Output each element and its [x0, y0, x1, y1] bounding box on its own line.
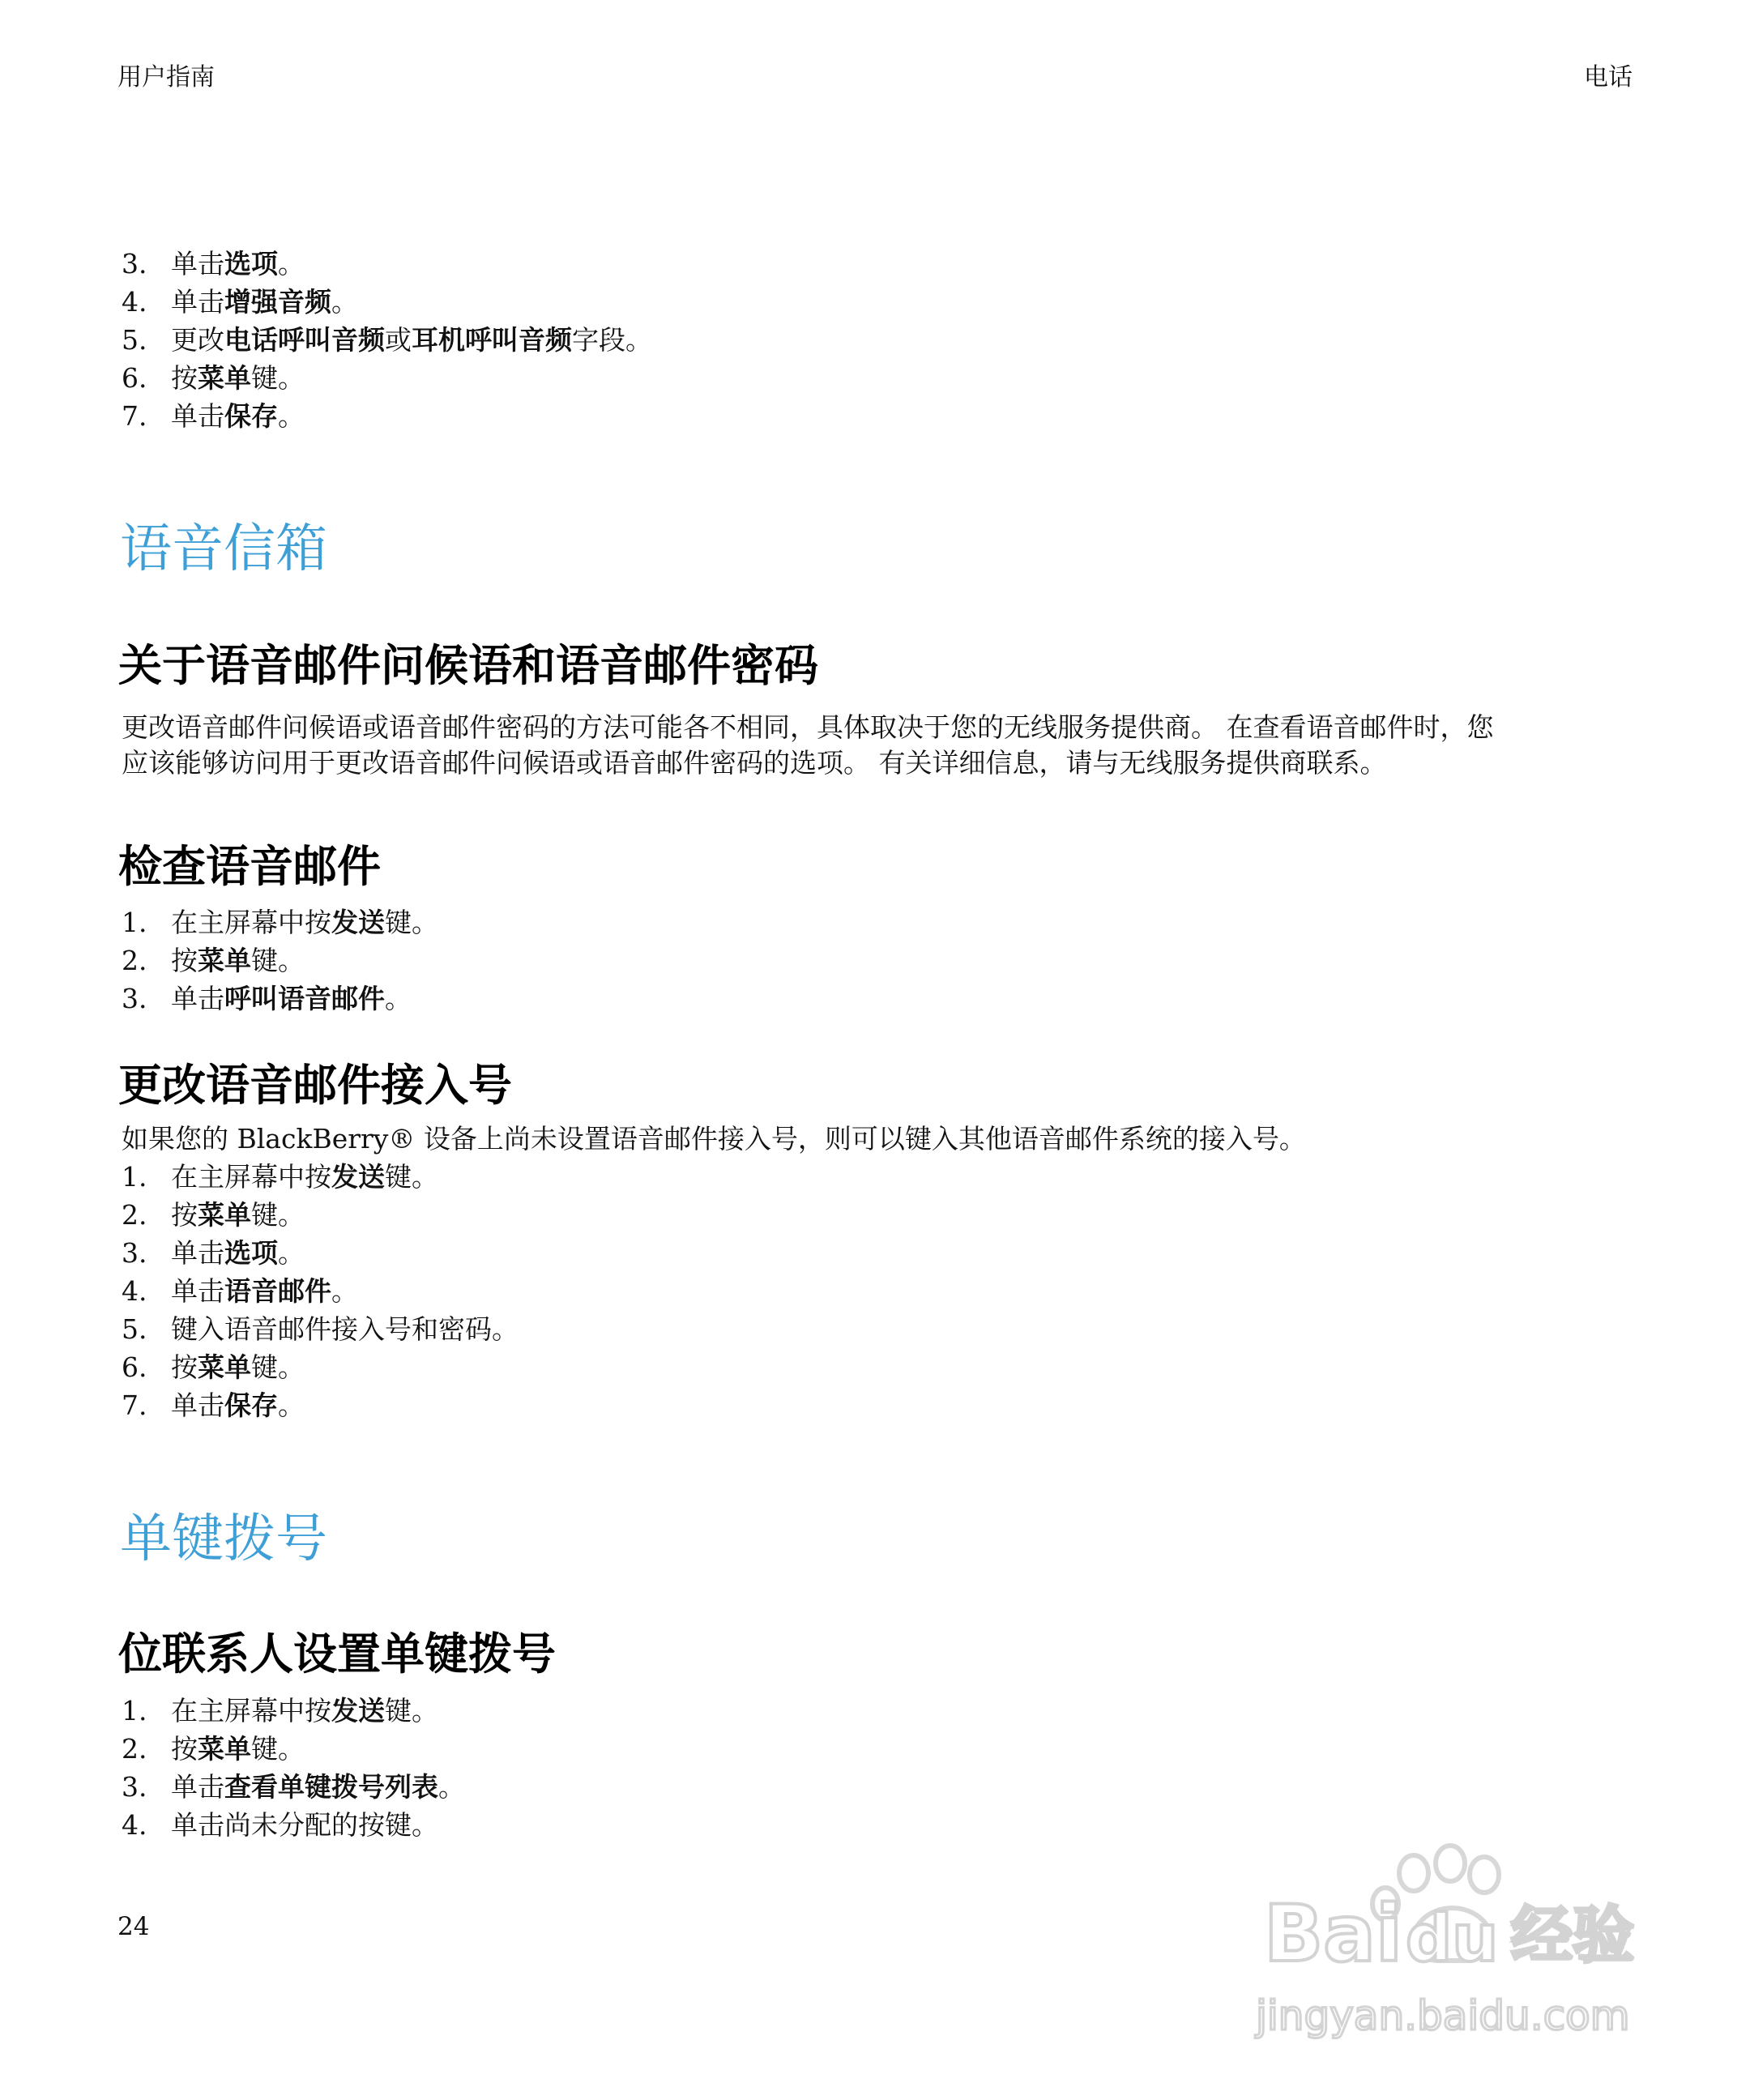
step-text — [171, 1158, 438, 1196]
step-text — [171, 1692, 438, 1730]
about-line-2: 应该能够访问用于更改语音邮件问候语或语音邮件密码的选项。 有关详细信息，请与无线服务提供商联系。 — [122, 747, 1387, 779]
step-number: 3. — [122, 1237, 147, 1269]
step-number: 1. — [122, 1161, 147, 1193]
setup-speed-dial-block — [122, 1692, 1633, 1844]
step-item — [122, 1196, 1633, 1234]
step-text-part: 单击 — [171, 286, 224, 318]
step-item — [122, 1692, 1633, 1730]
step-text-part: 按 — [171, 1199, 198, 1231]
step-text-part: 键。 — [251, 945, 305, 976]
check-voicemail-steps — [122, 903, 1633, 1018]
step-text — [171, 941, 305, 980]
page-header — [117, 57, 1633, 92]
step-text-part: 单击 — [171, 1275, 224, 1307]
step-number: 2. — [122, 1199, 147, 1231]
step-text — [171, 1806, 438, 1844]
step-text — [171, 1730, 305, 1768]
step-text-part: 单击 — [171, 400, 224, 432]
step-text — [171, 903, 438, 941]
step-text — [171, 283, 358, 321]
step-text — [171, 1348, 305, 1386]
change-voicemail-steps — [122, 1158, 1633, 1424]
step-item — [122, 359, 1633, 397]
ui-term: 保存 — [224, 400, 278, 432]
baidu-jingyan-watermark — [1248, 1839, 1669, 2050]
watermark-url-text: jingyan.baidu.com — [1256, 1992, 1630, 2039]
ui-term: 菜单 — [198, 1199, 251, 1231]
ui-term: 发送 — [331, 1161, 385, 1193]
step-text-part: 。 — [331, 286, 358, 318]
ui-term: 发送 — [331, 907, 385, 938]
step-text-part: 更改 — [171, 324, 224, 356]
ui-term: 电话呼叫音频 — [224, 324, 385, 356]
step-item — [122, 397, 1633, 435]
step-text — [171, 980, 412, 1018]
step-number: 4. — [122, 286, 147, 318]
step-text — [171, 1386, 305, 1424]
watermark-brand-text: Bai — [1264, 1889, 1402, 1979]
ui-term: 菜单 — [198, 945, 251, 976]
ui-term: 查看单键拨号列表 — [224, 1771, 438, 1803]
setup-speed-dial-steps — [122, 1692, 1633, 1844]
step-text-part: 键入语音邮件接入号和密码。 — [171, 1313, 519, 1345]
step-item — [122, 903, 1633, 941]
step-number: 5. — [122, 1313, 147, 1345]
step-text — [171, 1234, 305, 1272]
ui-term: 菜单 — [198, 362, 251, 394]
step-text-part: 在主屏幕中按 — [171, 1695, 331, 1727]
step-number: 1. — [122, 907, 147, 938]
step-item — [122, 283, 1633, 321]
step-text — [171, 245, 305, 283]
step-item — [122, 1272, 1633, 1310]
step-text-part: 按 — [171, 362, 198, 394]
step-text-part: 。 — [278, 400, 305, 432]
step-number: 3. — [122, 248, 147, 280]
svg-text:du: du — [1406, 1901, 1499, 1976]
step-item — [122, 321, 1633, 359]
change-voicemail-block — [122, 1120, 1633, 1424]
page-number: 24 — [117, 1912, 150, 1941]
top-steps-block — [122, 245, 1633, 435]
step-number: 3. — [122, 1771, 147, 1803]
step-text-part: 键。 — [251, 1351, 305, 1383]
heading-check-voicemail: 检查语音邮件 — [118, 841, 381, 892]
heading-setup-speed-dial: 位联系人设置单键拨号 — [118, 1628, 556, 1680]
step-text-part: 键。 — [385, 1695, 438, 1727]
ui-term: 语音邮件 — [224, 1275, 331, 1307]
ui-term: 增强音频 — [224, 286, 331, 318]
step-item — [122, 941, 1633, 980]
section-title-voicemail: 语音信箱 — [120, 519, 327, 579]
step-number: 7. — [122, 1389, 147, 1421]
step-item — [122, 1768, 1633, 1806]
ui-term: 保存 — [224, 1389, 278, 1421]
step-text-part: 。 — [331, 1275, 358, 1307]
step-number: 6. — [122, 362, 147, 394]
step-text-part: 。 — [278, 1389, 305, 1421]
about-voicemail-paragraph — [122, 710, 1633, 781]
step-number: 2. — [122, 945, 147, 976]
ui-term: 菜单 — [198, 1351, 251, 1383]
step-text-part: 或 — [385, 324, 412, 356]
step-text-part: 。 — [385, 983, 412, 1014]
step-text-part: 键。 — [385, 907, 438, 938]
ui-term: 选项 — [224, 248, 278, 280]
step-text-part: 键。 — [251, 1199, 305, 1231]
header-doc-title: 用户指南 — [117, 63, 215, 92]
step-item — [122, 1348, 1633, 1386]
check-voicemail-block — [122, 903, 1633, 1018]
about-line-1: 更改语音邮件问候语或语音邮件密码的方法可能各不相同，具体取决于您的无线服务提供商。 在查看语音邮件时，您 — [122, 711, 1494, 743]
step-item — [122, 1386, 1633, 1424]
step-text-part: 单击 — [171, 1389, 224, 1421]
step-text-part: 在主屏幕中按 — [171, 1161, 331, 1193]
change-voicemail-intro: 如果您的 BlackBerry® 设备上尚未设置语音邮件接入号，则可以键入其他语音邮件系统的接入号。 — [122, 1123, 1306, 1155]
step-text-part: 按 — [171, 1351, 198, 1383]
step-text — [171, 1272, 358, 1310]
step-item — [122, 1234, 1633, 1272]
step-number: 3. — [122, 983, 147, 1014]
heading-change-voicemail-number: 更改语音邮件接入号 — [118, 1060, 512, 1111]
step-item — [122, 1730, 1633, 1768]
step-number: 7. — [122, 400, 147, 432]
step-number: 4. — [122, 1275, 147, 1307]
section-title-speed-dial: 单键拨号 — [120, 1509, 327, 1569]
step-text-part: 单击 — [171, 1237, 224, 1269]
step-text-part: 单击 — [171, 248, 224, 280]
step-number: 6. — [122, 1351, 147, 1383]
ui-term: 选项 — [224, 1237, 278, 1269]
top-steps-list — [122, 245, 1633, 435]
heading-about-voicemail: 关于语音邮件问候语和语音邮件密码 — [118, 640, 818, 691]
step-item — [122, 1158, 1633, 1196]
svg-text:经验: 经验 — [1511, 1899, 1634, 1971]
ui-term: 发送 — [331, 1695, 385, 1727]
step-number: 2. — [122, 1733, 147, 1765]
step-text — [171, 397, 305, 435]
step-number: 5. — [122, 324, 147, 356]
step-text-part: 键。 — [385, 1161, 438, 1193]
step-text — [171, 1768, 465, 1806]
step-item — [122, 1806, 1633, 1844]
step-text-part: 在主屏幕中按 — [171, 907, 331, 938]
step-text-part: 键。 — [251, 1733, 305, 1765]
step-item — [122, 1310, 1633, 1348]
step-text-part: 字段。 — [572, 324, 652, 356]
step-text-part: 单击尚未分配的按键。 — [171, 1809, 438, 1841]
step-text-part: 。 — [278, 248, 305, 280]
step-text-part: 。 — [278, 1237, 305, 1269]
step-number: 4. — [122, 1809, 147, 1841]
step-text-part: 按 — [171, 945, 198, 976]
step-text-part: 。 — [438, 1771, 465, 1803]
ui-term: 呼叫语音邮件 — [224, 983, 385, 1014]
step-text-part: 单击 — [171, 983, 224, 1014]
header-section-title: 电话 — [1584, 63, 1633, 92]
step-text-part: 键。 — [251, 362, 305, 394]
step-text — [171, 321, 652, 359]
step-text — [171, 1196, 305, 1234]
ui-term: 菜单 — [198, 1733, 251, 1765]
step-text — [171, 1310, 519, 1348]
step-text-part: 按 — [171, 1733, 198, 1765]
step-text-part: 单击 — [171, 1771, 224, 1803]
step-item — [122, 980, 1633, 1018]
step-text — [171, 359, 305, 397]
step-item — [122, 245, 1633, 283]
step-number: 1. — [122, 1695, 147, 1727]
ui-term: 耳机呼叫音频 — [412, 324, 572, 356]
